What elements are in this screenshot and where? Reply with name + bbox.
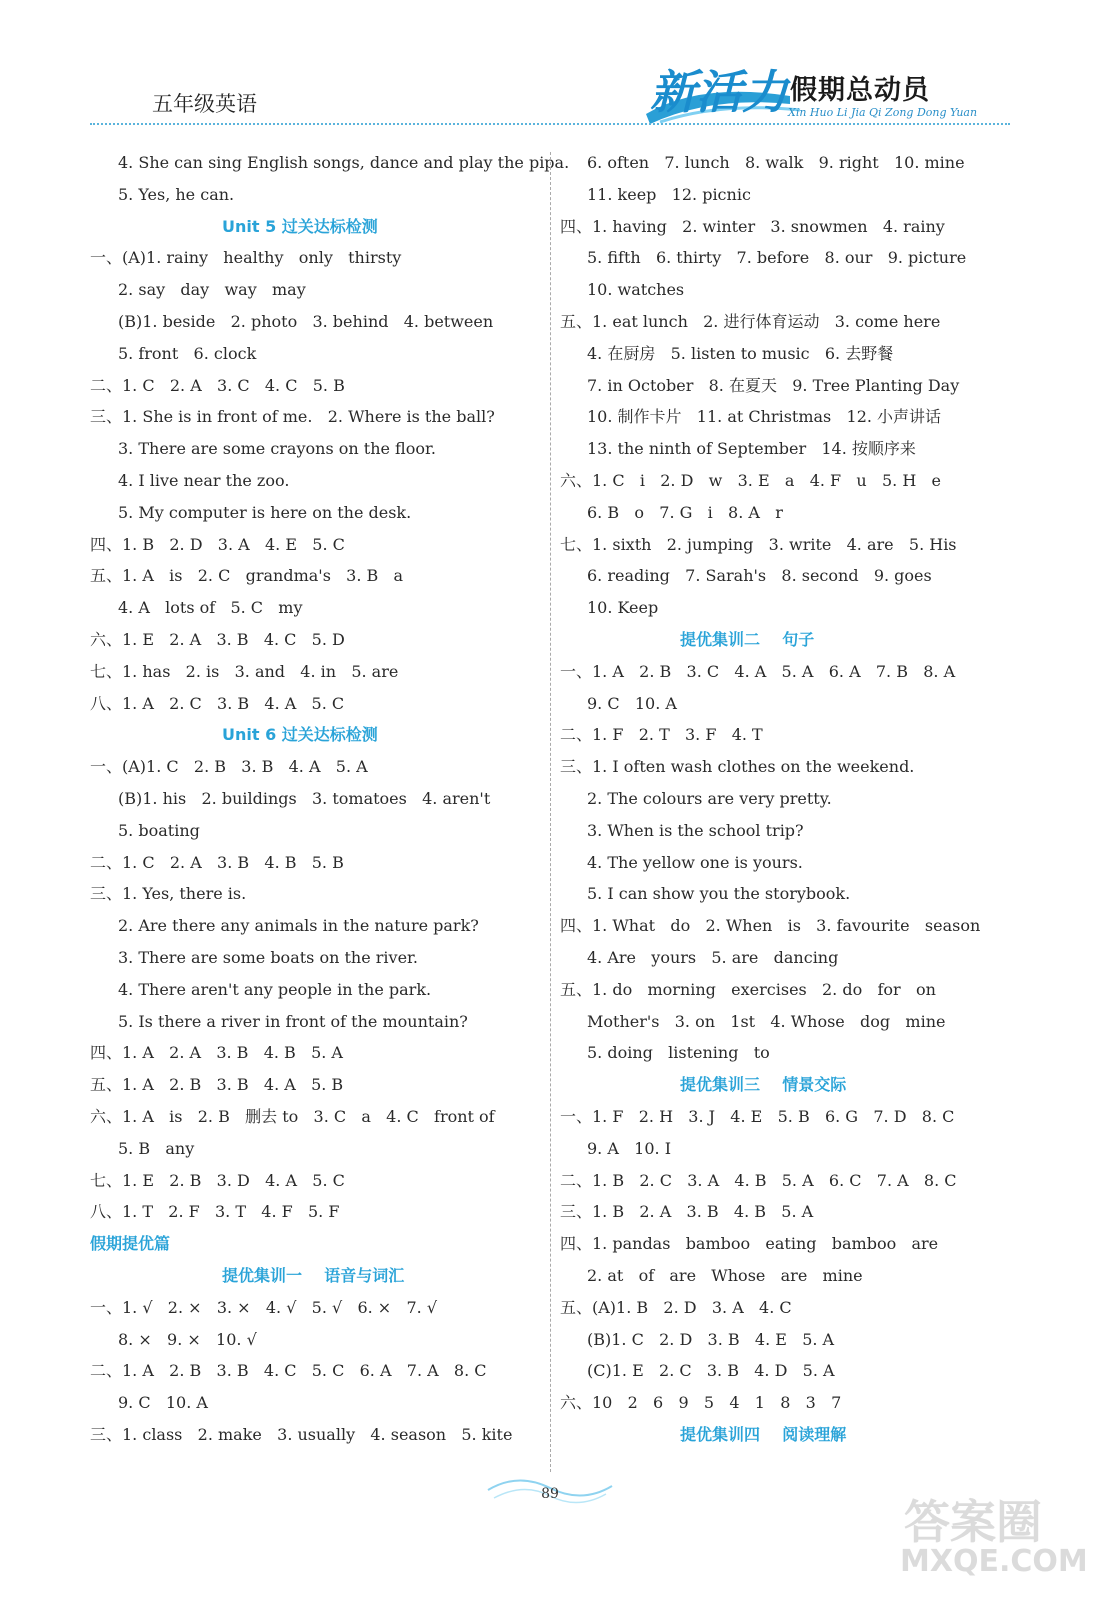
- answer-line: 6. often 7. lunch 8. walk 9. right 10. mine: [587, 153, 965, 172]
- answer-line: 5. front 6. clock: [118, 343, 257, 363]
- answer-line: 5. My computer is here on the desk.: [118, 502, 412, 522]
- answer-line: 8. × 9. × 10. √: [118, 1329, 257, 1349]
- section-heading: 提优集训二 句子: [680, 630, 815, 649]
- answer-line: 二、1. B 2. C 3. A 4. B 5. A 6. C 7. A 8. C: [560, 1170, 957, 1190]
- answer-line: (B)1. C 2. D 3. B 4. E 5. A: [587, 1329, 835, 1349]
- answer-line: 二、1. C 2. A 3. B 4. B 5. B: [90, 852, 344, 872]
- answer-line: 六、1. C i 2. D w 3. E a 4. F u 5. H e: [560, 471, 942, 490]
- section-heading: Unit 5 过关达标检测: [222, 216, 378, 236]
- answer-line: 10. Keep: [587, 598, 659, 618]
- logo: [640, 52, 1010, 132]
- answer-line: 4. I live near the zoo.: [118, 471, 290, 490]
- answer-line: 一、(A)1. C 2. B 3. B 4. A 5. A: [90, 757, 368, 777]
- answer-line: 七、1. sixth 2. jumping 3. write 4. are 5. His: [560, 534, 957, 554]
- answer-line: 4. Are yours 5. are dancing: [587, 948, 839, 967]
- answer-line: 八、1. T 2. F 3. T 4. F 5. F: [90, 1202, 340, 1222]
- section-heading: 提优集训三 情景交际: [680, 1075, 847, 1095]
- answer-line: 5. doing listening to: [587, 1043, 770, 1063]
- answer-line: 5. B any: [118, 1138, 195, 1158]
- answer-line: 10. watches: [587, 280, 685, 300]
- logo-title: 假期总动员: [790, 75, 930, 106]
- answer-line: 六、1. E 2. A 3. B 4. C 5. D: [90, 630, 345, 649]
- watermark: [900, 1486, 1088, 1586]
- watermark-url: MXQE.COM: [900, 1544, 1088, 1579]
- section-heading: Unit 6 过关达标检测: [222, 725, 378, 745]
- answer-line: 五、1. A 2. B 3. B 4. A 5. B: [90, 1075, 344, 1095]
- answer-line: 2. The colours are very pretty.: [587, 789, 832, 808]
- answer-line: 二、1. F 2. T 3. F 4. T: [560, 725, 763, 745]
- answer-line: 6. reading 7. Sarah's 8. second 9. goes: [587, 566, 932, 586]
- answer-line: 四、1. pandas bamboo eating bamboo are: [560, 1234, 939, 1254]
- answer-line: 二、1. C 2. A 3. C 4. C 5. B: [90, 375, 345, 395]
- answer-line: 四、1. What do 2. When is 3. favourite season: [560, 916, 981, 936]
- answer-line: Mother's 3. on 1st 4. Whose dog mine: [587, 1011, 946, 1031]
- answer-line: 6. B o 7. G i 8. A r: [587, 502, 783, 522]
- answer-line: 4. A lots of 5. C my: [118, 598, 303, 618]
- answer-line: 9. C 10. A: [587, 693, 677, 713]
- answer-line: 四、1. B 2. D 3. A 4. E 5. C: [90, 534, 345, 554]
- answer-line: 2. say day way may: [118, 280, 306, 300]
- answer-line: 八、1. A 2. C 3. B 4. A 5. C: [90, 693, 345, 713]
- answer-line: 五、1. do morning exercises 2. do for on: [560, 979, 936, 999]
- answer-line: 五、(A)1. B 2. D 3. A 4. C: [560, 1297, 792, 1317]
- answer-line: 七、1. has 2. is 3. and 4. in 5. are: [90, 661, 399, 681]
- answer-line: 5. Is there a river in front of the mountain?: [118, 1011, 468, 1031]
- answer-line: 三、1. I often wash clothes on the weekend.: [560, 757, 915, 777]
- answer-line: 二、1. A 2. B 3. B 4. C 5. C 6. A 7. A 8. C: [90, 1361, 487, 1381]
- answer-line: 5. boating: [118, 820, 200, 840]
- answer-line: 五、1. eat lunch 2. 进行体育运动 3. come here: [560, 312, 941, 331]
- answer-line: (C)1. E 2. C 3. B 4. D 5. A: [587, 1361, 835, 1381]
- section-heading: 提优集训四 阅读理解: [680, 1425, 847, 1444]
- answer-line: (B)1. his 2. buildings 3. tomatoes 4. aren't: [118, 789, 491, 808]
- answer-line: 三、1. B 2. A 3. B 4. B 5. A: [560, 1202, 814, 1222]
- header-rule: [90, 123, 1010, 125]
- answer-line: 3. There are some boats on the river.: [118, 948, 419, 967]
- answer-line: 2. Are there any animals in the nature park?: [118, 916, 479, 936]
- answer-line: 六、10 2 6 9 5 4 1 8 3 7: [560, 1393, 842, 1413]
- answer-line: 四、1. A 2. A 3. B 4. B 5. A: [90, 1043, 343, 1063]
- answer-line: 一、1. F 2. H 3. J 4. E 5. B 6. G 7. D 8. C: [560, 1107, 955, 1126]
- answer-line: 三、1. class 2. make 3. usually 4. season 5. kite: [90, 1425, 513, 1444]
- logo-pinyin: Xin Huo Li Jia Qi Zong Dong Yuan: [788, 106, 978, 119]
- answer-line: 2. at of are Whose are mine: [587, 1266, 863, 1285]
- subject-title: 五年级英语: [152, 92, 257, 116]
- answer-line: 五、1. A is 2. C grandma's 3. B a: [90, 566, 404, 586]
- watermark-text: 答案圈: [904, 1495, 1042, 1549]
- column-divider: [550, 152, 551, 1472]
- section-heading: 假期提优篇: [90, 1234, 171, 1254]
- answer-line: (B)1. beside 2. photo 3. behind 4. between: [118, 312, 494, 331]
- section-heading: 提优集训一 语音与词汇: [222, 1266, 405, 1285]
- answer-line: 七、1. E 2. B 3. D 4. A 5. C: [90, 1170, 345, 1190]
- answer-line: 9. A 10. I: [587, 1138, 672, 1158]
- answer-line: 5. fifth 6. thirty 7. before 8. our 9. picture: [587, 248, 967, 268]
- answer-line: 11. keep 12. picnic: [587, 184, 751, 204]
- answer-line: 5. Yes, he can.: [118, 184, 235, 204]
- answer-line: 10. 制作卡片 11. at Christmas 12. 小声讲话: [587, 407, 942, 427]
- answer-line: 4. 在厨房 5. listen to music 6. 去野餐: [587, 343, 894, 363]
- answer-line: 六、1. A is 2. B 删去 to 3. C a 4. C front of: [90, 1107, 495, 1126]
- answer-line: 一、1. A 2. B 3. C 4. A 5. A 6. A 7. B 8. A: [560, 661, 956, 681]
- answer-line: 4. The yellow one is yours.: [587, 852, 803, 872]
- page-number: 89: [541, 1486, 559, 1502]
- answer-line: 4. She can sing English songs, dance and play the pipa.: [118, 153, 570, 172]
- answer-line: 一、1. √ 2. × 3. × 4. √ 5. √ 6. × 7. √: [90, 1297, 438, 1317]
- answer-line: 9. C 10. A: [118, 1393, 208, 1413]
- answer-line: 四、1. having 2. winter 3. snowmen 4. rainy: [560, 216, 945, 236]
- answer-line: 4. There aren't any people in the park.: [118, 979, 432, 999]
- answer-line: 13. the ninth of September 14. 按顺序来: [587, 439, 916, 459]
- answer-line: 三、1. Yes, there is.: [90, 884, 247, 904]
- answer-line: 3. There are some crayons on the floor.: [118, 439, 436, 459]
- logo-big-text: 新活力: [650, 65, 788, 119]
- answer-line: 5. I can show you the storybook.: [587, 884, 851, 904]
- answer-line: 3. When is the school trip?: [587, 820, 804, 840]
- answer-line: 7. in October 8. 在夏天 9. Tree Planting Day: [587, 375, 960, 395]
- answer-line: 三、1. She is in front of me. 2. Where is the ball?: [90, 407, 495, 427]
- answer-line: 一、(A)1. rainy healthy only thirsty: [90, 248, 402, 268]
